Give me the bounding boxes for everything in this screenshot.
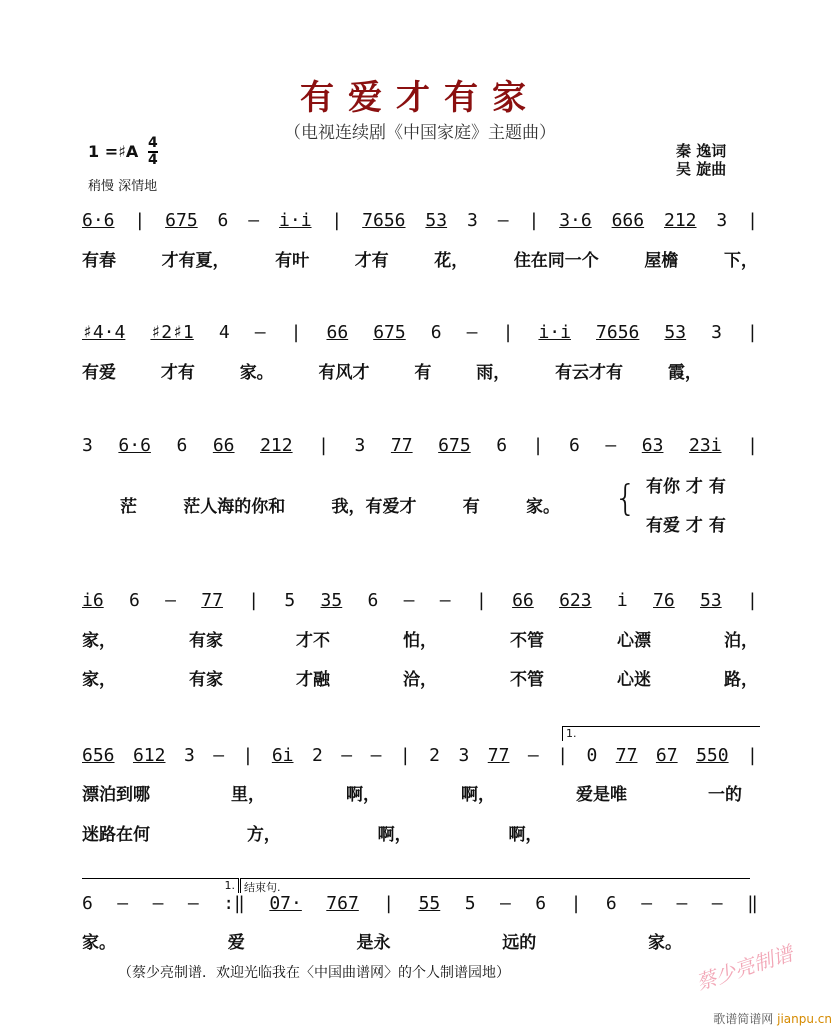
- lyric-line: [82, 780, 742, 805]
- note-group: 77: [487, 745, 510, 766]
- note-group: 6i: [271, 745, 294, 766]
- note-group: –: [370, 745, 382, 766]
- note-group: 0: [586, 745, 598, 766]
- time-signature: [148, 136, 158, 168]
- barline: |: [248, 590, 260, 611]
- note-group: 53: [700, 590, 722, 611]
- note-group: 77: [390, 435, 413, 456]
- note-group: 55: [418, 893, 441, 914]
- barline: ‖: [747, 893, 758, 914]
- lyric-word: 家。: [648, 933, 682, 953]
- barline: |: [331, 210, 343, 231]
- barline: |: [383, 893, 395, 914]
- lyric-word: 有: [414, 363, 432, 383]
- lyric-word: 不管: [510, 631, 544, 651]
- lyricist: 秦 逸词: [676, 142, 727, 160]
- lyric-word: 才融: [296, 670, 330, 690]
- note-group: –: [500, 893, 511, 914]
- note-group: 77: [201, 590, 223, 611]
- note-group: –: [711, 893, 723, 914]
- note-group: 23i: [689, 435, 722, 456]
- note-group: –: [403, 590, 415, 611]
- barline: |: [570, 893, 582, 914]
- note-group: –: [254, 322, 266, 343]
- barline: |: [528, 210, 540, 231]
- lyric-word: 有云才有: [555, 363, 624, 383]
- footer-note: （蔡少亮制谱．欢迎光临我在〈中国曲谱网〉的个人制谱园地）: [118, 965, 510, 981]
- note-group: 675: [438, 435, 471, 456]
- note-group: 67: [655, 745, 678, 766]
- volta-ending-phrase: 结束句.: [240, 878, 750, 893]
- lyric-line: [82, 626, 758, 651]
- note-group: 66: [326, 322, 349, 343]
- note-group: 3: [354, 435, 366, 456]
- lyric-word: 有: [462, 497, 480, 517]
- lyric-line: [120, 492, 560, 517]
- note-group: 656: [82, 745, 115, 766]
- lyric-word: 家。: [526, 497, 560, 517]
- lyric-word: 才不: [296, 631, 330, 651]
- lyric-word: 茫: [120, 497, 137, 517]
- barline: |: [747, 435, 758, 456]
- note-group: 612: [132, 745, 166, 766]
- barline: |: [747, 210, 758, 231]
- note-group: 6: [217, 210, 229, 231]
- note-group: 6: [605, 893, 617, 914]
- barline: |: [290, 322, 302, 343]
- note-group: –: [497, 210, 509, 231]
- barline: |: [746, 590, 758, 611]
- note-group: 6: [367, 590, 379, 611]
- note-group: 6: [128, 590, 140, 611]
- lyric-word: 啊，: [508, 825, 543, 845]
- barline: |: [475, 590, 487, 611]
- note-group: 53: [425, 210, 448, 231]
- lyric-word: 家。: [82, 933, 116, 953]
- lyric-word: 我，有爱才: [331, 497, 417, 517]
- lyric-word: [736, 823, 742, 843]
- lyric-word: 有叶: [275, 251, 310, 271]
- lyric-word: 啊，: [346, 785, 380, 805]
- note-group: 623: [559, 590, 592, 611]
- note-group: –: [605, 435, 617, 456]
- lyric-line: [82, 665, 758, 690]
- site-url: jianpu.cn: [777, 1012, 832, 1026]
- barline: |: [747, 745, 758, 766]
- notation-line: [82, 590, 758, 611]
- lyric-word: 迷路在何: [82, 825, 150, 845]
- note-group: –: [641, 893, 653, 914]
- barline: |: [242, 745, 254, 766]
- note-group: 675: [165, 210, 198, 231]
- lyric-word: 洽，: [403, 670, 437, 690]
- lyric-word: 一的: [708, 785, 742, 805]
- note-group: i·i: [279, 210, 312, 231]
- lyric-word: 啊，: [461, 785, 495, 805]
- note-group: 6·6: [82, 210, 115, 231]
- barline: :‖: [223, 893, 245, 914]
- barline: |: [532, 435, 544, 456]
- volta-first-ending: 1.: [82, 878, 239, 893]
- note-group: 6: [430, 322, 442, 343]
- lyric-word: 霞，: [667, 363, 702, 383]
- site-name: 歌谱简谱网: [713, 1012, 774, 1026]
- notation-line: [82, 435, 758, 456]
- lyric-word: 有风才: [318, 363, 370, 383]
- notation-line: [82, 745, 758, 766]
- note-group: 53: [664, 322, 687, 343]
- note-group: 5: [464, 893, 476, 914]
- lyric-word: 里，: [231, 785, 265, 805]
- lyric-word: 住在同一个: [513, 251, 599, 271]
- lyric-word: 爱: [227, 933, 245, 953]
- lyric-word: 路，: [724, 670, 758, 690]
- lyric-line: [82, 928, 682, 953]
- lyric-word: 才有: [160, 363, 195, 383]
- notation-line: [82, 210, 758, 231]
- note-group: i·i: [538, 322, 571, 343]
- notation-line: [82, 893, 758, 914]
- lyric-word: 家。: [239, 363, 274, 383]
- volta-1: 1.: [562, 726, 760, 741]
- note-group: –: [187, 893, 199, 914]
- note-group: 77: [615, 745, 638, 766]
- lyric-word: 有爱: [82, 363, 116, 383]
- watermark: 蔡少亮制谱: [693, 941, 796, 995]
- lyric-word: 家，: [82, 631, 116, 651]
- lyric-word: 啊，: [377, 825, 412, 845]
- note-group: 66: [512, 590, 534, 611]
- note-group: –: [165, 590, 176, 611]
- note-group: 3: [466, 210, 478, 231]
- lyric-word: 花，: [434, 251, 469, 271]
- note-group: –: [248, 210, 260, 231]
- note-group: 212: [664, 210, 697, 231]
- tempo-marking: 稍慢 深情地: [88, 179, 158, 194]
- note-group: –: [213, 745, 225, 766]
- meter-top: 4: [148, 135, 158, 151]
- lyric-line: [82, 246, 758, 271]
- note-group: 7656: [596, 322, 640, 343]
- barline: |: [557, 745, 569, 766]
- note-group: 6: [82, 893, 93, 914]
- note-group: 6: [535, 893, 547, 914]
- lyric-word: 漂泊到哪: [82, 785, 150, 805]
- lyric-word: 茫人海的你和: [183, 497, 286, 517]
- lyric-word: 爱是唯: [576, 785, 627, 805]
- note-group: 35: [320, 590, 343, 611]
- lyric-word: 下，: [723, 251, 758, 271]
- brace: {: [614, 478, 637, 519]
- barline: |: [134, 210, 146, 231]
- note-group: 07·: [269, 893, 302, 914]
- lyric-word: 屋檐: [644, 251, 679, 271]
- note-group: 2: [311, 745, 323, 766]
- note-group: 2: [429, 745, 440, 766]
- note-group: 63: [641, 435, 664, 456]
- note-group: 3: [716, 210, 728, 231]
- note-group: 550: [696, 745, 729, 766]
- barline: |: [399, 745, 411, 766]
- note-group: 3·6: [559, 210, 592, 231]
- note-group: ♯4·4: [82, 322, 126, 343]
- note-group: 6: [176, 435, 188, 456]
- barline: |: [318, 435, 329, 456]
- note-group: 666: [611, 210, 645, 231]
- notation-line: [82, 322, 758, 343]
- lyric-word: 不管: [510, 670, 544, 690]
- note-group: 3: [458, 745, 470, 766]
- lyric-line: [82, 358, 702, 383]
- note-group: –: [439, 590, 451, 611]
- note-group: i: [616, 590, 628, 611]
- note-group: 212: [260, 435, 293, 456]
- note-group: 6: [569, 435, 580, 456]
- note-group: 3: [82, 435, 93, 456]
- lyric-word: 泊，: [724, 631, 758, 651]
- barline: |: [747, 322, 758, 343]
- lyric-word: 是永: [356, 933, 391, 953]
- note-group: –: [341, 745, 353, 766]
- lyric-word: 心迷: [617, 670, 651, 690]
- lyric-word: 远的: [502, 933, 537, 953]
- note-group: 7656: [362, 210, 406, 231]
- note-group: i6: [82, 590, 104, 611]
- credits: [676, 142, 726, 178]
- note-group: –: [117, 893, 129, 914]
- lyric-word: 方，: [246, 825, 281, 845]
- key-signature: 1 =♯A: [88, 142, 139, 161]
- lyric-word: 才有夏，: [161, 251, 230, 271]
- lyric-line: [82, 820, 742, 845]
- composer: 吴 旋曲: [676, 160, 727, 178]
- note-group: 3: [711, 322, 722, 343]
- song-subtitle: （电视连续剧《中国家庭》主题曲）: [284, 123, 556, 143]
- note-group: 76: [653, 590, 675, 611]
- song-title: 有爱才有家: [300, 78, 540, 118]
- lyric-word: 才有: [354, 251, 389, 271]
- note-group: 6·6: [118, 435, 151, 456]
- verse2-lyric: 有爱 才 有: [646, 516, 726, 536]
- note-group: 4: [218, 322, 230, 343]
- note-group: –: [676, 893, 688, 914]
- note-group: 675: [373, 322, 406, 343]
- note-group: 66: [212, 435, 235, 456]
- verse1-lyric: 有你 才 有: [646, 477, 726, 497]
- note-group: –: [527, 745, 539, 766]
- lyric-word: 家，: [82, 670, 116, 690]
- lyric-word: 心漂: [617, 631, 651, 651]
- lyric-word: 有春: [82, 251, 116, 271]
- meter-bottom: 4: [148, 152, 158, 168]
- lyric-word: 雨，: [476, 363, 511, 383]
- barline: |: [502, 322, 514, 343]
- lyric-word: 有家: [189, 670, 223, 690]
- site-mark: [713, 1010, 832, 1027]
- note-group: 6: [496, 435, 508, 456]
- note-group: 767: [326, 893, 359, 914]
- lyric-word: 怕，: [403, 631, 437, 651]
- lyric-word: 有家: [189, 631, 223, 651]
- note-group: 3: [183, 745, 195, 766]
- note-group: –: [152, 893, 164, 914]
- note-group: ♯2♯1: [150, 322, 194, 343]
- note-group: –: [466, 322, 478, 343]
- note-group: 5: [284, 590, 296, 611]
